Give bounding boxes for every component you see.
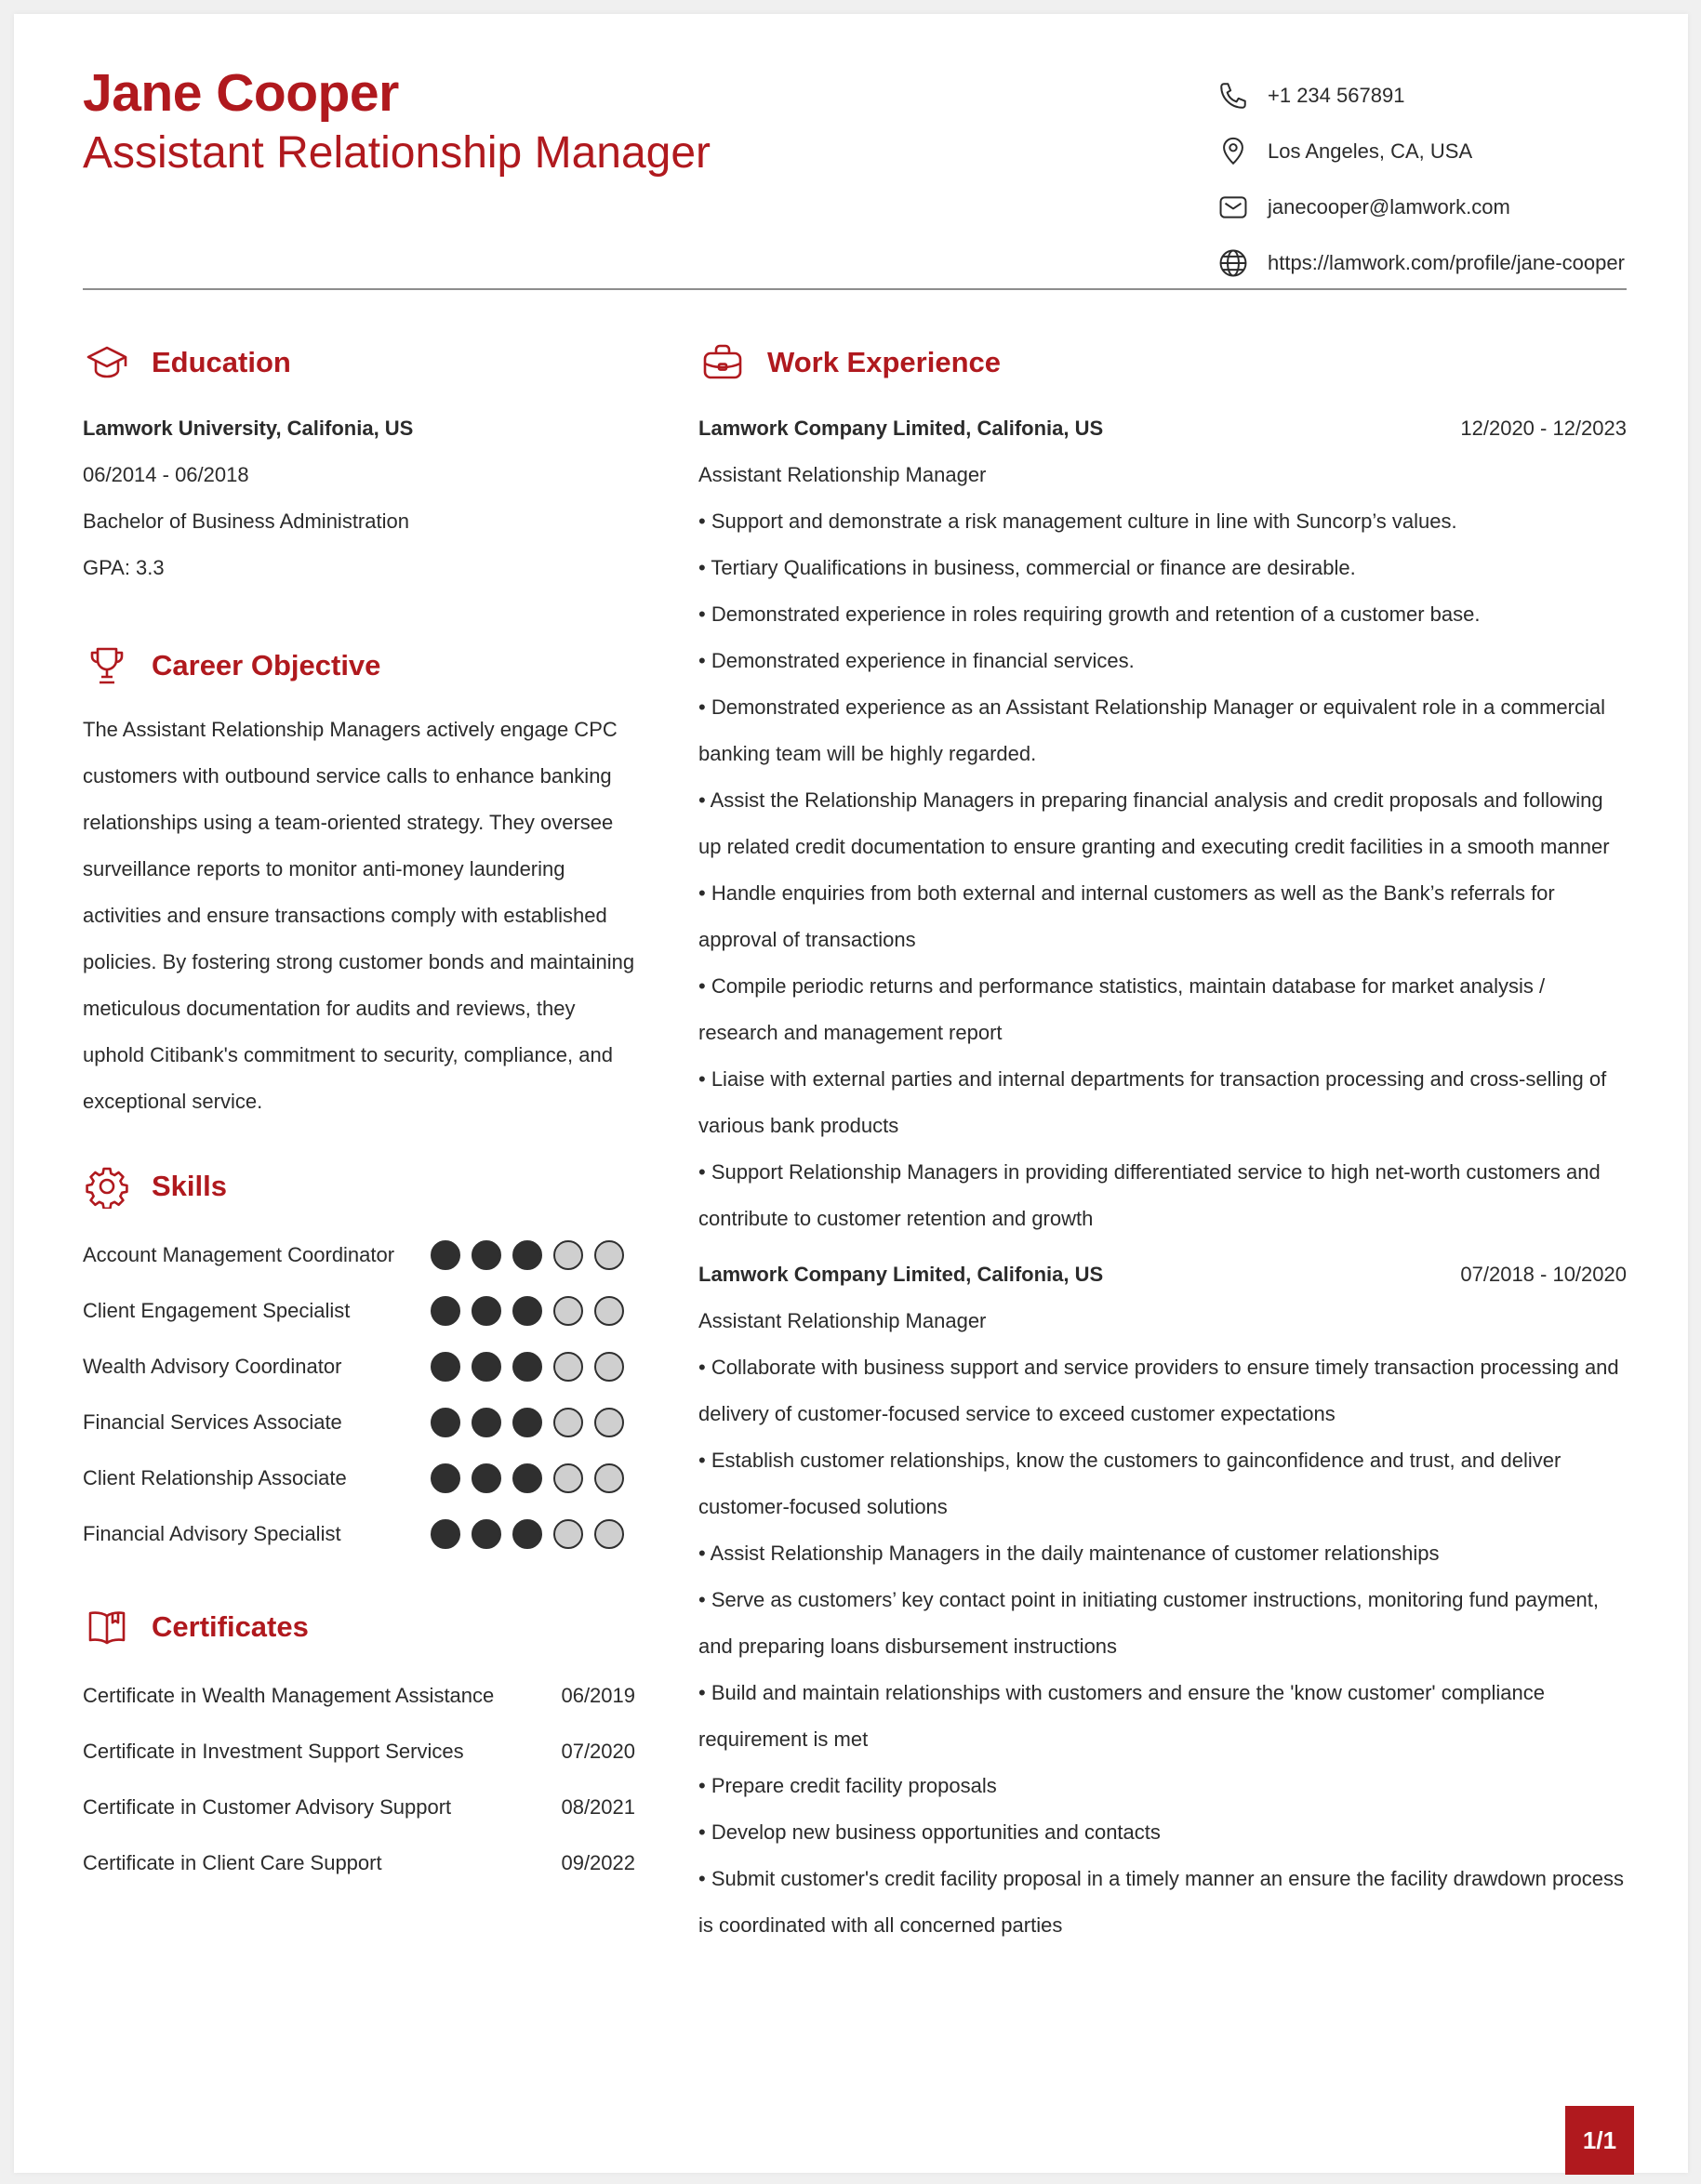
skill-row	[83, 1339, 635, 1395]
work-heading	[698, 335, 1627, 390]
certificate-name: Certificate in Wealth Management Assistance	[83, 1684, 495, 1707]
objective-text: The Assistant Relationship Managers actively engage CPC customers with outbound service calls to enhance banking relationships using a team-oriented strategy. They oversee surveillance reports to monitor anti-money laundering activities and ensure transactions comply with established policies. By fostering strong customer bonds and maintaining meticulous documentation for audits and reviews, they uphold Citibank's commitment to security, compliance, and exceptional service.	[83, 718, 635, 1113]
right-column	[698, 335, 1627, 1949]
rating-dot-empty	[553, 1519, 583, 1549]
resume-page	[14, 14, 1688, 2173]
trophy-icon	[83, 642, 131, 690]
skill-row	[83, 1283, 635, 1339]
rating-dot-filled	[512, 1240, 542, 1270]
skill-rating	[431, 1519, 635, 1549]
job-bullet: • Support and demonstrate a risk management culture in line with Suncorp’s values.	[698, 510, 1457, 533]
job-bullet: • Demonstrated experience as an Assistant Relationship Manager or equivalent role in a commercial banking team will be highly regarded.	[698, 695, 1605, 765]
skill-name: Client Engagement Specialist	[83, 1299, 351, 1322]
education-degree: Bachelor of Business Administration	[83, 510, 409, 533]
certificate-name: Certificate in Client Care Support	[83, 1851, 382, 1874]
contact-phone[interactable]	[1216, 68, 1634, 124]
skills-heading	[83, 1158, 635, 1214]
work-title: Work Experience	[767, 346, 1001, 378]
candidate-name: Jane Cooper	[83, 63, 399, 123]
rating-dot-empty	[553, 1408, 583, 1437]
rating-dot-empty	[553, 1240, 583, 1270]
job-entry	[698, 405, 1627, 1242]
objective-heading	[83, 638, 635, 694]
job-bullet: • Develop new business opportunities and contacts	[698, 1820, 1161, 1844]
header-divider	[83, 288, 1627, 290]
rating-dot-filled	[512, 1296, 542, 1326]
job-bullet: • Demonstrated experience in roles requiring growth and retention of a customer base.	[698, 602, 1481, 626]
skill-row	[83, 1395, 635, 1450]
job-entry	[698, 1251, 1627, 1949]
contact-location	[1216, 124, 1634, 179]
rating-dot-filled	[472, 1240, 501, 1270]
certificate-date: 08/2021	[561, 1795, 635, 1819]
skill-row	[83, 1227, 635, 1283]
graduation-cap-icon	[83, 338, 131, 387]
skill-name: Wealth Advisory Coordinator	[83, 1355, 342, 1378]
rating-dot-filled	[431, 1296, 460, 1326]
job-dates: 12/2020 - 12/2023	[1460, 417, 1627, 440]
job-bullet: • Handle enquiries from both external and internal customers as well as the Bank’s referrals for approval of transactions	[698, 881, 1555, 951]
rating-dot-empty	[553, 1296, 583, 1326]
location-pin-icon	[1216, 134, 1251, 169]
job-company: Lamwork Company Limited, Califonia, US	[698, 1263, 1104, 1286]
skill-rating	[431, 1240, 635, 1270]
job-bullet: • Build and maintain relationships with customers and ensure the 'know customer' compliance requirement is met	[698, 1681, 1546, 1751]
rating-dot-filled	[431, 1352, 460, 1382]
rating-dot-empty	[553, 1463, 583, 1493]
page-indicator: 1/1	[1565, 2106, 1634, 2175]
phone-text: +1 234 567891	[1268, 84, 1405, 107]
rating-dot-empty	[594, 1352, 624, 1382]
job-bullet: • Establish customer relationships, know the customers to gainconfidence and trust, and deliver customer-focused solutions	[698, 1449, 1561, 1518]
contact-block	[1216, 68, 1634, 291]
rating-dot-filled	[472, 1519, 501, 1549]
briefcase-icon	[698, 338, 747, 387]
rating-dot-filled	[472, 1352, 501, 1382]
rating-dot-empty	[594, 1240, 624, 1270]
rating-dot-filled	[512, 1463, 542, 1493]
skill-name: Client Relationship Associate	[83, 1466, 347, 1489]
email-text: janecooper@lamwork.com	[1268, 195, 1510, 218]
contact-website[interactable]	[1216, 235, 1634, 291]
contact-email[interactable]	[1216, 179, 1634, 235]
certificate-date: 07/2020	[561, 1740, 635, 1763]
rating-dot-filled	[472, 1408, 501, 1437]
certificate-row	[83, 1835, 635, 1891]
job-bullet: • Assist the Relationship Managers in preparing financial analysis and credit proposals and following up related credit documentation to ensure granting and executing credit facilities in a smooth manner	[698, 788, 1610, 858]
certificate-name: Certificate in Customer Advisory Support	[83, 1795, 452, 1819]
skill-rating	[431, 1296, 635, 1326]
certificate-row	[83, 1780, 635, 1835]
job-bullet: • Serve as customers’ key contact point in initiating customer instructions, monitoring fund payment, and preparing loans disbursement instructions	[698, 1588, 1599, 1658]
globe-icon	[1216, 245, 1251, 281]
job-bullet: • Support Relationship Managers in providing differentiated service to high net-worth customers and contribute to customer retention and growth	[698, 1160, 1601, 1230]
skills-list	[83, 1227, 635, 1562]
job-bullet: • Assist Relationship Managers in the daily maintenance of customer relationships	[698, 1542, 1440, 1565]
skill-name: Account Management Coordinator	[83, 1243, 395, 1266]
certificates-heading	[83, 1599, 635, 1655]
certificate-name: Certificate in Investment Support Services	[83, 1740, 464, 1763]
education-school: Lamwork University, Califonia, US	[83, 417, 414, 440]
job-bullet: • Liaise with external parties and internal departments for transaction processing and cross-selling of various bank products	[698, 1067, 1607, 1137]
gear-icon	[83, 1162, 131, 1211]
job-role: Assistant Relationship Manager	[698, 1309, 987, 1332]
education-heading	[83, 335, 635, 390]
job-dates: 07/2018 - 10/2020	[1460, 1263, 1627, 1286]
job-header	[698, 1251, 1627, 1298]
candidate-title: Assistant Relationship Manager	[83, 128, 711, 178]
rating-dot-filled	[472, 1296, 501, 1326]
certificate-row	[83, 1668, 635, 1724]
job-bullet: • Prepare credit facility proposals	[698, 1774, 997, 1797]
left-column	[83, 335, 635, 1891]
rating-dot-filled	[431, 1240, 460, 1270]
rating-dot-filled	[512, 1352, 542, 1382]
skill-name: Financial Advisory Specialist	[83, 1522, 341, 1545]
envelope-icon	[1216, 190, 1251, 225]
rating-dot-empty	[594, 1408, 624, 1437]
job-bullet: • Collaborate with business support and service providers to ensure timely transaction processing and delivery of customer-focused service to exceed customer expectations	[698, 1356, 1619, 1425]
skill-name: Financial Services Associate	[83, 1410, 342, 1434]
skill-rating	[431, 1352, 635, 1382]
skill-row	[83, 1506, 635, 1562]
job-bullet: • Submit customer's credit facility proposal in a timely manner an ensure the facility drawdown process is coordinated with all concerned parties	[698, 1867, 1624, 1937]
phone-icon	[1216, 78, 1251, 113]
education-title: Education	[152, 346, 291, 378]
job-bullet: • Tertiary Qualifications in business, commercial or finance are desirable.	[698, 556, 1356, 579]
rating-dot-empty	[594, 1463, 624, 1493]
job-company: Lamwork Company Limited, Califonia, US	[698, 417, 1104, 440]
education-gpa: GPA: 3.3	[83, 556, 165, 579]
skill-rating	[431, 1408, 635, 1437]
rating-dot-filled	[431, 1463, 460, 1493]
rating-dot-filled	[472, 1463, 501, 1493]
certificate-date: 09/2022	[561, 1851, 635, 1874]
skills-title: Skills	[152, 1170, 227, 1202]
education-dates: 06/2014 - 06/2018	[83, 463, 249, 486]
rating-dot-filled	[431, 1408, 460, 1437]
certificate-date: 06/2019	[561, 1684, 635, 1707]
job-role: Assistant Relationship Manager	[698, 463, 987, 486]
skill-row	[83, 1450, 635, 1506]
rating-dot-filled	[512, 1408, 542, 1437]
rating-dot-filled	[431, 1519, 460, 1549]
rating-dot-empty	[553, 1352, 583, 1382]
job-bullet: • Compile periodic returns and performance statistics, maintain database for market analysis / research and management report	[698, 974, 1546, 1044]
job-header	[698, 405, 1627, 452]
book-icon	[83, 1603, 131, 1651]
jobs-list	[698, 405, 1627, 1949]
certificates-list	[83, 1668, 635, 1891]
certificates-title: Certificates	[152, 1610, 309, 1643]
job-bullet: • Demonstrated experience in financial services.	[698, 649, 1135, 672]
skill-rating	[431, 1463, 635, 1493]
objective-title: Career Objective	[152, 649, 381, 682]
rating-dot-empty	[594, 1296, 624, 1326]
website-text: https://lamwork.com/profile/jane-cooper	[1268, 251, 1625, 274]
rating-dot-empty	[594, 1519, 624, 1549]
location-text: Los Angeles, CA, USA	[1268, 139, 1473, 163]
rating-dot-filled	[512, 1519, 542, 1549]
certificate-row	[83, 1724, 635, 1780]
